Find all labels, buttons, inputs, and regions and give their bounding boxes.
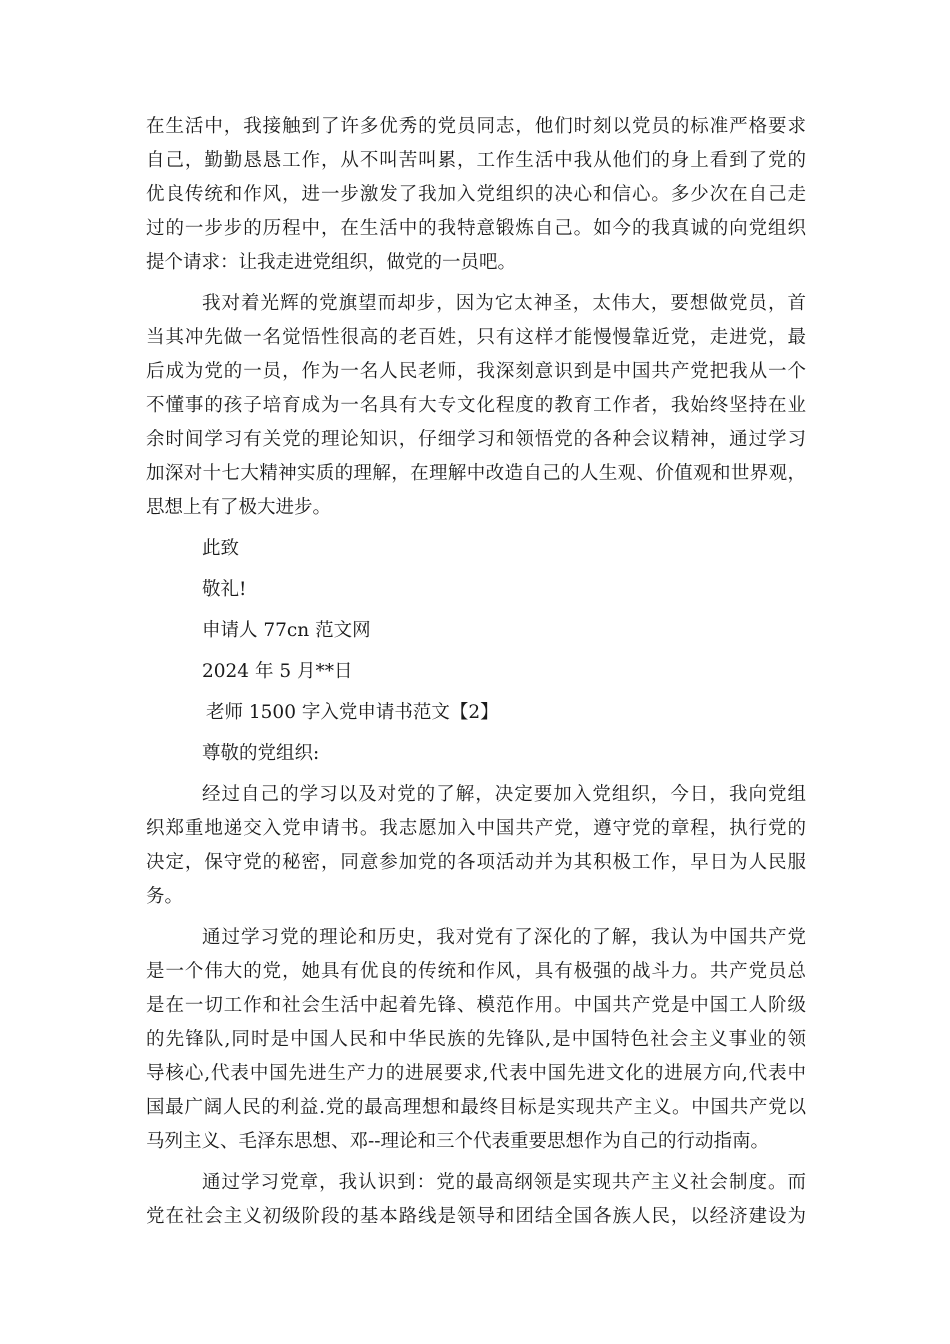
paragraph-1 (146, 110, 806, 280)
text-line: 优良传统和作风，进一步激发了我加入党组织的决心和信心。多少次在自己走 (146, 184, 806, 205)
text-line: 通过学习党章，我认识到：党的最高纲领是实现共产主义社会制度。而 (202, 1172, 806, 1193)
text-line: 织郑重地递交入党申请书。我志愿加入中国共产党，遵守党的章程，执行党的 (146, 818, 806, 839)
date-text: 2024 年 5 月**日 (202, 661, 353, 682)
text-line: 通过学习党的理论和历史，我对党有了深化的了解，我认为中国共产党 (202, 927, 806, 948)
section-subtitle: 老师 1500 字入党申请书范文【2】 (206, 702, 499, 723)
text-line: 余时间学习有关党的理论知识，仔细学习和领悟党的各种会议精神，通过学习 (146, 429, 806, 450)
salute-text: 敬礼! (202, 579, 247, 600)
text-line: 党在社会主义初级阶段的基本路线是领导和团结全国各族人民，以经济建设为 (146, 1206, 806, 1227)
text-line: 过的一步步的历程中，在生活中的我特意锻炼自己。如今的我真诚的向党组织 (146, 218, 806, 239)
text-line: 是在一切工作和社会生活中起着先锋、模范作用。中国共产党是中国工人阶级 (146, 995, 806, 1016)
text-line: 马列主义、毛泽东思想、邓--理论和三个代表重要思想作为自己的行动指南。 (146, 1131, 770, 1152)
text-line: 导核心,代表中国先进生产力的进展要求,代表中国先进文化的进展方向,代表中 (146, 1063, 806, 1084)
text-line: 提个请求：让我走进党组织，做党的一员吧。 (146, 252, 517, 273)
greeting-text: 尊敬的党组织: (202, 743, 320, 764)
text-line: 经过自己的学习以及对党的了解，决定要加入党组织，今日，我向党组 (202, 784, 806, 805)
text-line: 的先锋队,同时是中国人民和中华民族的先锋队,是中国特色社会主义事业的领 (146, 1029, 806, 1050)
text-line: 决定，保守党的秘密，同意参加党的各项活动并为其积极工作，早日为人民服 (146, 852, 806, 873)
text-line: 当其冲先做一名觉悟性很高的老百姓，只有这样才能慢慢靠近党，走进党，最 (146, 327, 806, 348)
text-line: 自己，勤勤恳恳工作，从不叫苦叫累，工作生活中我从他们的身上看到了党的 (146, 150, 806, 171)
paragraph-2 (146, 287, 806, 525)
text-line: 我对着光辉的党旗望而却步，因为它太神圣，太伟大，要想做党员，首 (202, 293, 806, 314)
text-line: 务。 (146, 886, 184, 907)
text-line: 思想上有了极大进步。 (146, 497, 332, 518)
text-line: 不懂事的孩子培育成为一名具有大专文化程度的教育工作者，我始终坚持在业 (146, 395, 806, 416)
document-page (146, 110, 806, 1234)
applicant-signature: 申请人 77cn 范文网 (202, 620, 371, 641)
paragraph-5 (146, 1166, 806, 1234)
text-line: 加深对十七大精神实质的理解，在理解中改造自己的人生观、价值观和世界观， (146, 463, 806, 484)
paragraph-4 (146, 921, 806, 1159)
text-line: 是一个伟大的党，她具有优良的传统和作风，具有极强的战斗力。共产党员总 (146, 961, 806, 982)
closing-text: 此致 (202, 538, 240, 559)
text-line: 国最广阔人民的利益.党的最高理想和最终目标是实现共产主义。中国共产党以 (146, 1097, 806, 1118)
text-line: 后成为党的一员，作为一名人民老师，我深刻意识到是中国共产党把我从一个 (146, 361, 806, 382)
paragraph-3 (146, 778, 806, 914)
text-line: 在生活中，我接触到了许多优秀的党员同志，他们时刻以党员的标准严格要求 (146, 116, 806, 137)
